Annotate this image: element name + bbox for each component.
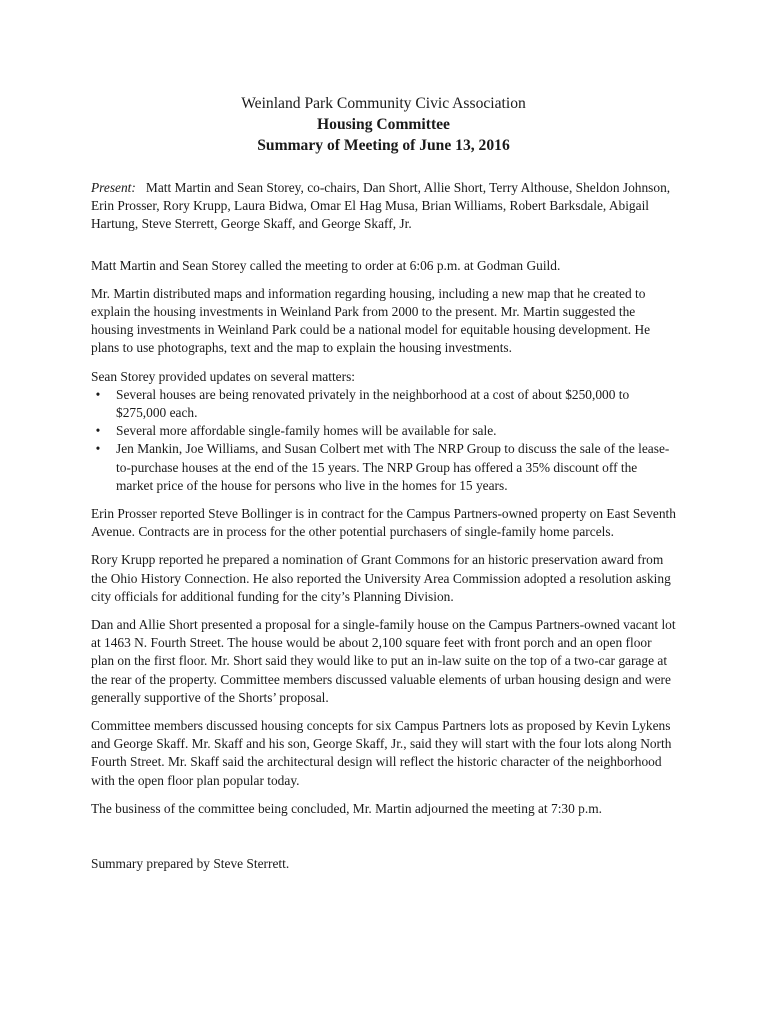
krupp-report-paragraph: Rory Krupp reported he prepared a nomination of Grant Commons for an historic preservation award from the Ohio History Connection. He also reported the University Area Commission adopted a resolution asking city officials for additional funding for the city’s Planning Division. bbox=[91, 552, 671, 604]
updates-intro-paragraph: Sean Storey provided updates on several matters: bbox=[91, 368, 356, 384]
updates-bullet-list bbox=[91, 386, 676, 495]
spacer bbox=[91, 244, 676, 257]
prepared-by-line: Summary prepared by Steve Sterrett. bbox=[91, 856, 290, 872]
housing-concepts-paragraph: Committee members discussed housing concepts for six Campus Partners lots as proposed by Kevin Lykens and George Skaff. Mr. Skaff and his son, George Skaff, Jr., said they will start with the four lots along North Fourth Street. Mr. Skaff said the architectural design will reflect the historic character of the neighborhood with the open floor plan popular today. bbox=[91, 718, 672, 788]
meeting-summary-title: Summary of Meeting of June 13, 2016 bbox=[257, 137, 510, 154]
bullet-text: Several houses are being renovated privately in the neighborhood at a cost of about $250,000 to $275,000 each. bbox=[116, 386, 630, 421]
bullet-marker: • bbox=[95, 441, 101, 457]
bullet-marker: • bbox=[95, 386, 101, 402]
maps-paragraph: Mr. Martin distributed maps and information regarding housing, including a new map that he created to explain the housing investments in Weinland Park from 2000 to the present. Mr. Martin suggested the housing investments in Weinland Park could be a national model for equitable housing development. He plans to use photographs, text and the map to explain the housing investments. bbox=[91, 285, 651, 356]
list-item bbox=[91, 386, 676, 422]
prosser-report-paragraph: Erin Prosser reported Steve Bollinger is in contract for the Campus Partners-owned property on East Seventh Avenue. Contracts are in process for the other potential purchasers of single-family home parcels. bbox=[91, 506, 676, 540]
committee-title: Housing Committee bbox=[317, 116, 450, 133]
spacer bbox=[91, 828, 676, 855]
short-proposal-paragraph: Dan and Allie Short presented a proposal for a single-family house on the Campus Partners-owned vacant lot at 1463 N. Fourth Street. The house would be about 2,100 square feet with front porch and an open floor plan on the first floor. Mr. Short said they would like to put an in-law suite on the top of a two-car garage at the rear of the property. Committee members discussed valuable elements of urban housing design and were generally supportive of the Shorts’ proposal. bbox=[91, 617, 676, 705]
attendees-list: Matt Martin and Sean Storey, co-chairs, Dan Short, Allie Short, Terry Althouse, Sheldon Johnson, Erin Prosser, Rory Krupp, Laura Bidwa, Omar El Hag Musa, Brian Williams, Robert Barksdale, Abigail Hartung, Steve Sterrett, George Skaff, and George Skaff, Jr. bbox=[91, 180, 671, 232]
bullet-text: Several more affordable single-family homes will be available for sale. bbox=[116, 423, 497, 439]
list-item bbox=[91, 422, 676, 440]
bullet-text: Jen Mankin, Joe Williams, and Susan Colbert met with The NRP Group to discuss the sale of the lease-to-purchase houses at the end of the 15 years. The NRP Group has offered a 35% discount off the market price of the house for persons who live in the homes for 15 years. bbox=[116, 441, 670, 493]
list-item bbox=[91, 440, 676, 495]
attendees-paragraph bbox=[91, 179, 676, 234]
present-label: Present: bbox=[91, 180, 136, 195]
document-heading bbox=[91, 93, 676, 156]
bullet-marker: • bbox=[95, 423, 101, 439]
adjournment-paragraph: The business of the committee being concluded, Mr. Martin adjourned the meeting at 7:30 p.m. bbox=[91, 800, 602, 816]
call-to-order-paragraph: Matt Martin and Sean Storey called the meeting to order at 6:06 p.m. at Godman Guild. bbox=[91, 257, 561, 273]
organization-title: Weinland Park Community Civic Association bbox=[241, 95, 526, 112]
